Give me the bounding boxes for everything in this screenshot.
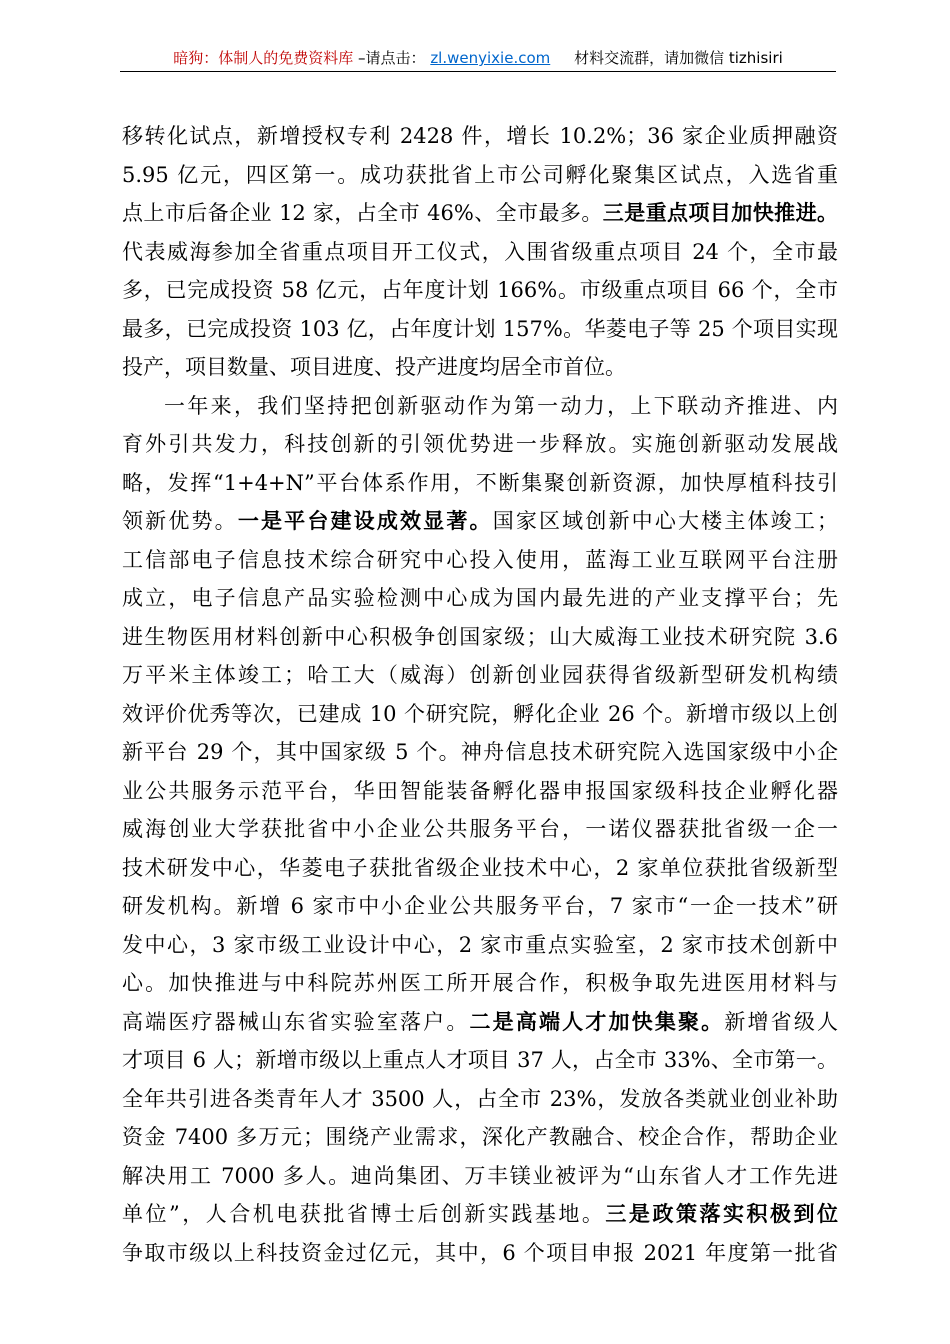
header-link[interactable]: zl.wenyixie.com [430,49,551,67]
document-body [122,117,838,1272]
text-line: 一年来，我们坚持把创新驱动作为第一动力，上下联动齐推进、内 [164,393,838,418]
text-line: 高端医疗器械山东省实验室落户。二是高端人才加快集聚。新增省级人 [122,1008,838,1034]
text-line: 单位”，人合机电获批省博士后创新实践基地。三是政策落实积极到位 [122,1201,838,1226]
text-line: 代表威海参加全省重点项目开工仪式，入围省级重点项目 24 个，全市最 [122,239,838,264]
text-line: 全年共引进各类青年人才 3500 人，占全市 23%，发放各类就业创业补助 [122,1086,838,1111]
header-prompt: –请点击： [358,49,426,67]
text-line: 业公共服务示范平台，华田智能装备孵化器申报国家级科技企业孵化器 [122,778,838,803]
text-line: 最多，已完成投资 103 亿，占年度计划 157%。华菱电子等 25 个项目实现 [122,316,838,341]
text-line: 解决用工 7000 多人。迪尚集团、万丰镁业被评为“山东省人才工作先进 [122,1163,838,1188]
text-line: 工信部电子信息技术综合研究中心投入使用，蓝海工业互联网平台注册 [122,547,838,572]
header-divider [120,71,836,72]
text-line: 效评价优秀等次，已建成 10 个研究院，孵化企业 26 个。新增市级以上创 [122,701,838,726]
text-line: 育外引共发力，科技创新的引领优势进一步释放。实施创新驱动发展战 [122,432,838,456]
header-brand: 暗狗：体制人的免费资料库 [173,49,354,67]
text-line: 万平米主体竣工；哈工大（威海）创新创业园获得省级新型研发机构绩 [122,663,838,687]
text-line: 5.95 亿元，四区第一。成功获批省上市公司孵化聚集区试点，入选省重 [122,162,838,187]
text-line: 新平台 29 个，其中国家级 5 个。神舟信息技术研究院入选国家级中小企 [122,740,838,764]
text-line: 进生物医用材料创新中心积极争创国家级；山大威海工业技术研究院 3.6 [122,624,838,649]
text-line: 争取市级以上科技资金过亿元，其中，6 个项目申报 2021 年度第一批省 [122,1240,838,1265]
text-line: 领新优势。一是平台建设成效显著。国家区域创新中心大楼主体竣工； [122,508,838,533]
bold-heading: 三是政策落实积极到位 [605,1201,838,1226]
text-line: 移转化试点，新增授权专利 2428 件，增长 10.2%；36 家企业质押融资 [122,124,838,148]
header-wechat-note: 材料交流群，请加微信 tizhisiri [574,49,783,67]
text-line: 投产，项目数量、项目进度、投产进度均居全市首位。 [122,355,626,379]
bold-heading: 二是高端人才加快集聚。 [469,1008,725,1034]
text-line: 资金 7400 多万元；围绕产业需求，深化产教融合、校企合作，帮助企业 [122,1125,838,1149]
bold-heading: 一是平台建设成效显著。 [237,508,493,533]
text-line: 威海创业大学获批省中小企业公共服务平台，一诺仪器获批省级一企一 [122,817,838,841]
text-line: 才项目 6 人；新增市级以上重点人才项目 37 人，占全市 33%、全市第一。 [122,1048,838,1072]
text-line: 略，发挥“1+4+N”平台体系作用，不断集聚创新资源，加快厚植科技引 [122,470,838,495]
bold-heading: 三是重点项目加快推进。 [602,200,838,225]
page-header [120,48,836,68]
text-line: 点上市后备企业 12 家，占全市 46%、全市最多。三是重点项目加快推进。 [122,200,838,225]
text-line: 多，已完成投资 58 亿元，占年度计划 166%。市级重点项目 66 个，全市 [122,278,838,302]
text-line: 研发机构。新增 6 家市中小企业公共服务平台，7 家市“一企一技术”研 [122,894,838,918]
text-line: 心。加快推进与中科院苏州医工所开展合作，积极争取先进医用材料与 [122,971,838,995]
text-line: 技术研发中心，华菱电子获批省级企业技术中心，2 家单位获批省级新型 [122,855,838,880]
text-line: 发中心，3 家市级工业设计中心，2 家市重点实验室，2 家市技术创新中 [122,932,838,957]
text-line: 成立，电子信息产品实验检测中心成为国内最先进的产业支撑平台；先 [122,586,838,610]
